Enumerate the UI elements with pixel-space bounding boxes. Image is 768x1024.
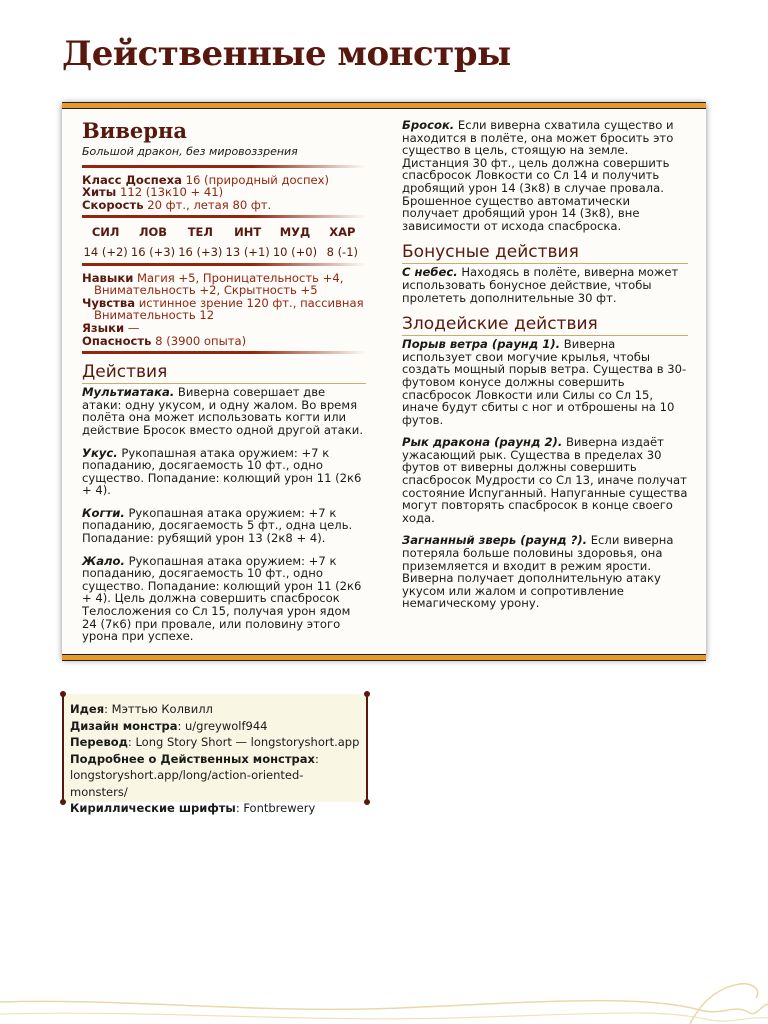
- ability-wis: МУД 10 (+0): [272, 225, 318, 259]
- monster-name: Виверна: [82, 118, 187, 143]
- stat-block-bottom-bar: [62, 654, 706, 661]
- credit-translation: Перевод: Long Story Short — longstoryshort.app: [70, 735, 360, 749]
- bonus-actions-heading: Бонусные действия: [402, 242, 688, 264]
- action-multiattack: Мультиатака. Виверна совершает две атаки: одну укусом, и одну жалом. Во время полёта она может использовать когти или действие Бросок вместо одной другой атаки.: [82, 385, 364, 437]
- ability-con: ТЕЛ 16 (+3): [178, 225, 223, 259]
- languages: Языки —: [82, 320, 140, 335]
- credit-design: Дизайн монстра: u/greywolf944: [70, 718, 268, 733]
- corner-dot: [364, 691, 370, 697]
- action-stinger: Жало. Рукопашная атака оружием: +7 к попаданию, досягаемость 10 фт., одно существо. Попадание: колющий урон 11 (2к6 + 4). Цель должна совершить спасбросок Телосложения со Сл 15, получая урон ядом 24 (7к6) при провале, или половину этого урона при успехе.: [82, 553, 362, 644]
- actions-heading: Действия: [82, 362, 366, 384]
- stat-block-right-column: [402, 119, 688, 620]
- divider: [82, 263, 366, 266]
- ability-scores: [82, 226, 366, 258]
- villain-dragon-roar: Рык дракона (раунд 2). Виверна издаёт ужасающий рык. Существа в пределах 30 футов от виверны должны совершить спасбросок Мудрости со Сл 13, иначе получат состояние Испуганный. Напуганные существа могут повторять спасбросок в конце своего хода.: [402, 435, 688, 525]
- skills: Навыки Магия +5, Проницательность +4, Внимательность +2, Скрытность +5: [82, 270, 344, 298]
- monster-subtitle: Большой дракон, без мировоззрения: [82, 145, 298, 158]
- page-title: Действенные монстры: [62, 34, 511, 74]
- divider: [82, 351, 366, 354]
- credit-fonts: Кириллические шрифты: Fontbrewery: [70, 801, 316, 815]
- ability-cha: ХАР 8 (-1): [326, 225, 359, 259]
- challenge: Опасность 8 (3900 опыта): [82, 333, 247, 348]
- speed: Скорость 20 фт., летая 80 фт.: [82, 197, 272, 212]
- credit-more: Подробнее о Действенных монстрах:: [70, 751, 319, 766]
- action-bite: Укус. Рукопашная атака оружием: +7 к попаданию, досягаемость 10 фт., одно существо. Попадание: колющий урон 11 (2к6 + 4).: [82, 445, 362, 498]
- ability-dex: ЛОВ 16 (+3): [130, 225, 176, 259]
- action-throw: Бросок. Если виверна схватила существо и находится в полёте, она может бросить это существо в цель, стоящую на земле. Дистанция 30 фт., цель должна совершить спасбросок Ловкости со Сл 14 и получить дробящий урон 14 (3к8) в случае провала. Брошенное существо автоматически получает дробящий урон 14 (3к8), вне зависимости от исхода спасброска.: [402, 118, 674, 233]
- ability-str: СИЛ 14 (+2): [83, 225, 128, 259]
- stat-block: [62, 103, 706, 660]
- corner-dot: [60, 799, 66, 805]
- senses: Чувства истинное зрение 120 фт., пассивная Внимательность 12: [82, 295, 364, 323]
- decorative-footer-swirl: [0, 964, 768, 1024]
- credit-idea: Идея: Мэттью Колвилл: [70, 702, 213, 716]
- villain-gust-of-wind: Порыв ветра (раунд 1). Виверна использует свои могучие крылья, чтобы создать мощный порыв ветра. Существа в 30-футовом конусе должны совершить спасбросок Ловкости или Силы со Сл 15, иначе будут сбиты с ног и отброшены на 10 футов.: [402, 337, 687, 427]
- bonus-from-the-sky: С небес. Находясь в полёте, виверна может использовать бонусное действие, чтобы пролететь дополнительные 30 фт.: [402, 265, 679, 305]
- divider: [82, 215, 366, 218]
- credits-box: [62, 694, 368, 815]
- corner-dot: [364, 799, 370, 805]
- stat-block-left-column: [82, 119, 366, 653]
- corner-dot: [60, 691, 66, 697]
- villain-cornered-beast: Загнанный зверь (раунд ?). Если виверна потеряла больше половины здоровья, она приземляется и входит в режим ярости. Виверна получает дополнительную атаку укусом или жалом и сопротивление немагическому урону.: [402, 533, 674, 611]
- credit-more-link[interactable]: longstoryshort.app/long/action-oriented-monsters/: [70, 768, 304, 799]
- action-claws: Когти. Рукопашная атака оружием: +7 к попаданию, досягаемость 5 фт., одна цель. Попадание: рубящий урон 13 (2к8 + 4).: [82, 505, 353, 546]
- villain-actions-heading: Злодейские действия: [402, 314, 688, 336]
- stat-block-top-bar: [62, 102, 706, 109]
- armor-class: Класс Доспеха 16 (природный доспех): [82, 172, 330, 187]
- hit-points: Хиты 112 (13к10 + 41): [82, 185, 224, 200]
- divider: [82, 165, 366, 168]
- ability-int: ИНТ 13 (+1): [225, 225, 270, 259]
